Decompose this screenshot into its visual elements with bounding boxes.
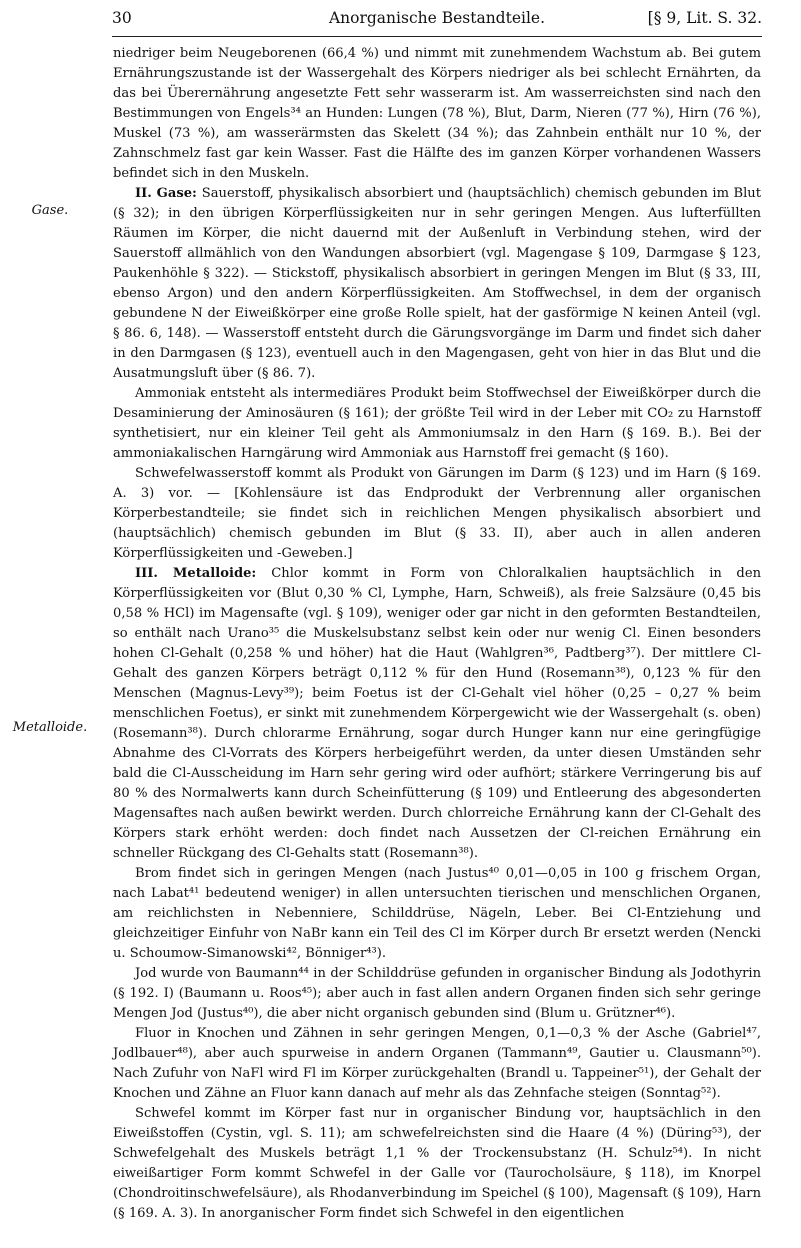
paragraph-text: Ammoniak entsteht als intermediäres Produkt beim Stoffwechsel der Eiweißkörper durch die Desaminierung der Aminosäuren (§ 161); der größte Teil wird in der Leber mit CO₂ zu Harnstoff synthetisiert, nur ein kleiner Teil geht als Ammoniumsalz in den Harn (§ 169. B.). Bei der ammoniakalischen Harngärung wird Ammoniak aus Harnstoff frei gemacht (§ 160). — [113, 386, 761, 461]
margin-note-gase: Gase. — [31, 203, 69, 218]
paragraph-fluor — [113, 1024, 761, 1104]
paragraph-text: niedriger beim Neugeborenen (66,4 %) und nimmt mit zunehmendem Wachstum ab. Bei gutem Ernährungszustande ist der Wassergehalt des Körpers niedriger als bei schlecht Ernährten, da das bei Überernährung angesetzte Fett sehr wasserarm ist. Am wasserreichsten sind nach den Bestimmungen von Engels³⁴ an Hunden: Lungen (78 %), Blut, Darm, Nieren (77 %), Hirn (76 %), Muskel (73 %), am wasserärmsten das Skelett (34 %); das Zahnbein enthält nur 10 %, der Zahnschmelz fast gar kein Wasser. Fast die Hälfte des im ganzen Körper vorhandenen Wassers befindet sich in den Muskeln. — [113, 46, 761, 181]
paragraph-gase — [113, 184, 761, 384]
paragraph-text: Chlor kommt in Form von Chloralkalien hauptsächlich in den Körperflüssigkeiten vor (Blut 0,30 % Cl, Lymphe, Harn, Schweiß), als freie Salzsäure (0,45 bis 0,58 % HCl) im Magensafte (vgl. § 109), weniger oder gar nicht in den geformten Bestandteilen, so enthält nach Urano³⁵ die Muskelsubstanz selbst kein oder nur wenig Cl. Einen besonders hohen Cl-Gehalt (0,258 % und höher) hat die Haut (Wahlgren³⁶, Padtberg³⁷). Der mittlere Cl-Gehalt des ganzen Körpers beträgt 0,112 % für den Hund (Rosemann³⁸), 0,123 % für den Menschen (Magnus-Levy³⁹); beim Foetus ist der Cl-Gehalt viel höher (0,25 – 0,27 % beim menschlichen Foetus), er sinkt mit zunehmendem Körpergewicht wie der Wassergehalt (s. oben) (Rosemann³⁸). Durch chlorarme Ernährung, sogar durch Hunger kann nur eine geringfügige Abnahme des Cl-Vorrats des Körpers herbeigeführt werden, da unter diesen Umständen sehr bald die Cl-Ausscheidung im Harn sehr gering wird oder aufhört; stärkere Verringerung bis auf 80 % des Normalwerts kann durch Scheinfütterung (§ 109) und Entleerung des abgesonderten Magensaftes nach außen bewirkt werden. Durch chlorreiche Ernährung kann der Cl-Gehalt des Körpers stark erhöht werden: doch findet nach Aussetzen der Cl-reichen Ernährung ein schneller Rückgang des Cl-Gehalts statt (Rosemann³⁸). — [113, 566, 761, 861]
page-number: 30 — [112, 9, 132, 27]
paragraph-text: Fluor in Knochen und Zähnen in sehr geringen Mengen, 0,1—0,3 % der Asche (Gabriel⁴⁷, Jodlbauer⁴⁸), aber auch spurweise in andern Organen (Tammann⁴⁹, Gautier u. Clausmann⁵⁰). Nach Zufuhr von NaFl wird Fl im Körper zurückgehalten (Brandl u. Tappeiner⁵¹), der Gehalt der Knochen und Zähne an Fluor kann danach auf mehr als das Zehnfache steigen (Sonntag⁵²). — [113, 1026, 761, 1101]
paragraph-jod — [113, 964, 761, 1024]
paragraph-wasser — [113, 44, 761, 184]
paragraph-ammoniak — [113, 384, 761, 464]
section-heading-metalloide: III. Metalloide: — [135, 566, 272, 581]
paragraph-text: Schwefel kommt im Körper fast nur in organischer Bindung vor, hauptsächlich in den Eiweißstoffen (Cystin, vgl. S. 11); am schwefelreichsten sind die Haare (4 %) (Düring⁵³), der Schwefelgehalt des Muskels beträgt 1,1 % der Trockensubstanz (H. Schulz⁵⁴). In nicht eiweißartiger Form kommt Schwefel in der Galle vor (Taurocholsäure, § 118), im Knorpel (Chondroitinschwefelsäure), als Rhodanverbindung im Speichel (§ 100), Magensaft (§ 109), Harn (§ 169. A. 3). In anorganischer Form findet sich Schwefel in den eigentlichen — [113, 1106, 761, 1221]
paragraph-schwefel — [113, 1104, 761, 1224]
paragraph-schwefelwasserstoff — [113, 464, 761, 564]
section-heading-gase: II. Gase: — [135, 186, 202, 201]
paragraph-brom — [113, 864, 761, 964]
header-rule — [112, 36, 762, 37]
paragraph-text: Schwefelwasserstoff kommt als Produkt von Gärungen im Darm (§ 123) und im Harn (§ 169. A. 3) vor. — [Kohlensäure ist das Endprodukt der Verbrennung aller organischen Körperbestandteile; sie findet sich in reichlichen Mengen physikalisch absorbiert und (hauptsächlich) chemisch gebunden im Blut (§ 33. II), aber auch in allen anderen Körperflüssigkeiten und -Geweben.] — [113, 466, 761, 561]
paragraph-text: Sauerstoff, physikalisch absorbiert und (hauptsächlich) chemisch gebunden im Blut (§ 32); in den übrigen Körperflüssigkeiten nur in sehr geringen Mengen. Aus lufterfüllten Räumen im Körper, die nicht dauernd mit der Außenluft in Verbindung stehen, wird der Sauerstoff allmählich von den Wandungen absorbiert (vgl. Magengase § 109, Darmgase § 123, Paukenhöhle § 322). — Stickstoff, physikalisch absorbiert in geringen Mengen im Blut (§ 33, III, ebenso Argon) und den andern Körperflüssigkeiten. Am Stoffwechsel, in dem der organisch gebundene N der Eiweißkörper eine große Rolle spielt, hat der gasförmige N keinen Anteil (vgl. § 86. 6, 148). — Wasserstoff entsteht durch die Gärungsvorgänge im Darm und findet sich daher in den Darmgasen (§ 123), eventuell auch in den Magengasen, geht von hier in das Blut und die Ausatmungsluft über (§ 86. 7). — [113, 186, 761, 381]
running-header — [112, 0, 762, 36]
paragraph-text: Jod wurde von Baumann⁴⁴ in der Schilddrüse gefunden in organischer Bindung als Jodothyrin (§ 192. I) (Baumann u. Roos⁴⁵); aber auch in fast allen andern Organen finden sich sehr geringe Mengen Jod (Justus⁴⁰), die aber nicht organisch gebunden sind (Blum u. Grützner⁴⁶). — [113, 966, 761, 1021]
body-text — [113, 44, 761, 1224]
margin-note-metalloide: Metalloide. — [12, 720, 88, 735]
paragraph-metalloide — [113, 564, 761, 864]
running-title: Anorganische Bestandteile. — [328, 9, 546, 27]
section-reference: [§ 9, Lit. S. 32. — [647, 9, 762, 27]
paragraph-text: Brom findet sich in geringen Mengen (nach Justus⁴⁰ 0,01—0,05 in 100 g frischem Organ, nach Labat⁴¹ bedeutend weniger) in allen untersuchten tierischen und menschlichen Organen, am reichlichsten in Nebenniere, Schilddrüse, Nägeln, Leber. Bei Cl-Entziehung und gleichzeitiger Einfuhr von NaBr kann ein Teil des Cl im Körper durch Br ersetzt werden (Nencki u. Schoumow-Simanowski⁴², Bönniger⁴³). — [113, 866, 761, 961]
